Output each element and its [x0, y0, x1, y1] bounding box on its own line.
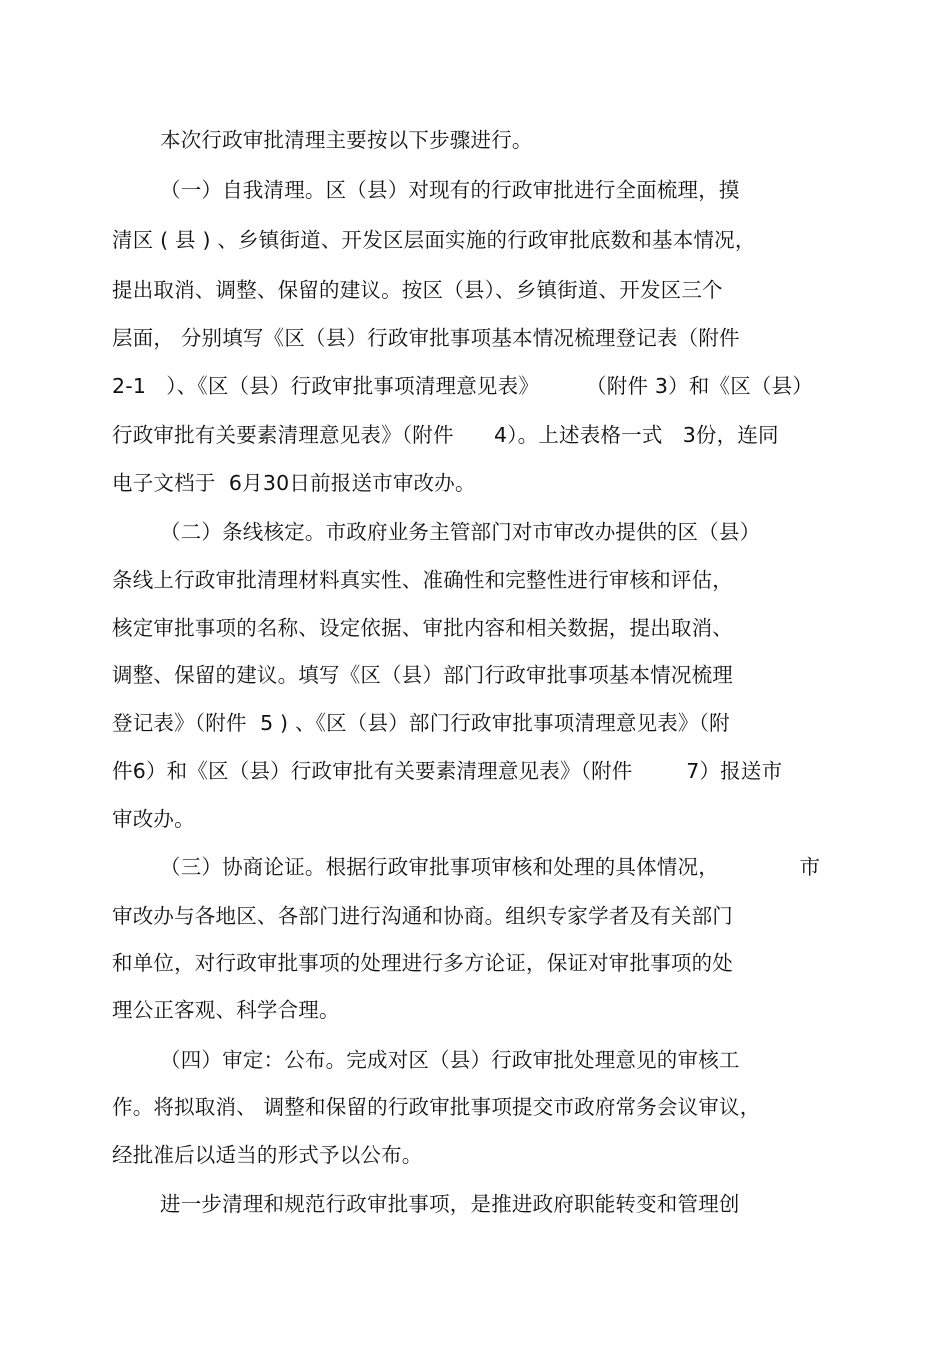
text-line: 本次行政审批清理主要按以下步骤进行。: [160, 128, 533, 152]
text-line: （一）自我清理。区（县）对现有的行政审批进行全面梳理，摸: [160, 178, 740, 202]
text-line: 和单位，对行政审批事项的处理进行多方论证，保证对审批事项的处: [112, 951, 733, 975]
text-line: 登记表》（附件 5 ) 、《区（县）部门行政审批事项清理意见表》（附: [112, 711, 730, 735]
text-line: （四）审定：公布。完成对区（县）行政审批处理意见的审核工: [160, 1048, 740, 1072]
text-line: 进一步清理和规范行政审批事项，是推进政府职能转变和管理创: [160, 1192, 740, 1216]
text-line: 理公正客观、科学合理。: [112, 998, 340, 1022]
text-line: 作。将拟取消、 调整和保留的行政审批事项提交市政府常务会议审议，: [112, 1095, 761, 1119]
text-line: 核定审批事项的名称、设定依据、审批内容和相关数据，提出取消、: [112, 616, 733, 640]
text-line: （二）条线核定。市政府业务主管部门对市审改办提供的区（县）: [160, 520, 761, 544]
text-line: 件6）和《区（县）行政审批有关要素清理意见表》（附件 7）报送市: [112, 759, 783, 783]
text-line: （三）协商论证。根据行政审批事项审核和处理的具体情况， 市: [160, 855, 821, 879]
text-line: 调整、保留的建议。填写《区（县）部门行政审批事项基本情况梳理: [112, 663, 733, 687]
text-line: 提出取消、调整、保留的建议。按区（县）、乡镇街道、开发区三个: [112, 278, 723, 302]
text-line: 条线上行政审批清理材料真实性、准确性和完整性进行审核和评估，: [112, 568, 733, 592]
text-line: 清区 ( 县 ) 、乡镇街道、开发区层面实施的行政审批底数和基本情况，: [112, 228, 756, 252]
text-line: 行政审批有关要素清理意见表》（附件 4）。上述表格一式 3份，连同: [112, 423, 779, 447]
text-line: 经批准后以适当的形式予以公布。: [112, 1143, 423, 1167]
text-line: 电子文档于 6月30日前报送市审改办。: [112, 471, 476, 495]
text-line: 审改办。: [112, 807, 195, 831]
text-line: 层面， 分别填写《区（县）行政审批事项基本情况梳理登记表（附件: [112, 326, 740, 350]
text-line: 2-1 ）、《区（县）行政审批事项清理意见表》 （附件 3）和《区（县）: [112, 374, 814, 398]
text-line: 审改办与各地区、各部门进行沟通和协商。组织专家学者及有关部门: [112, 904, 733, 928]
